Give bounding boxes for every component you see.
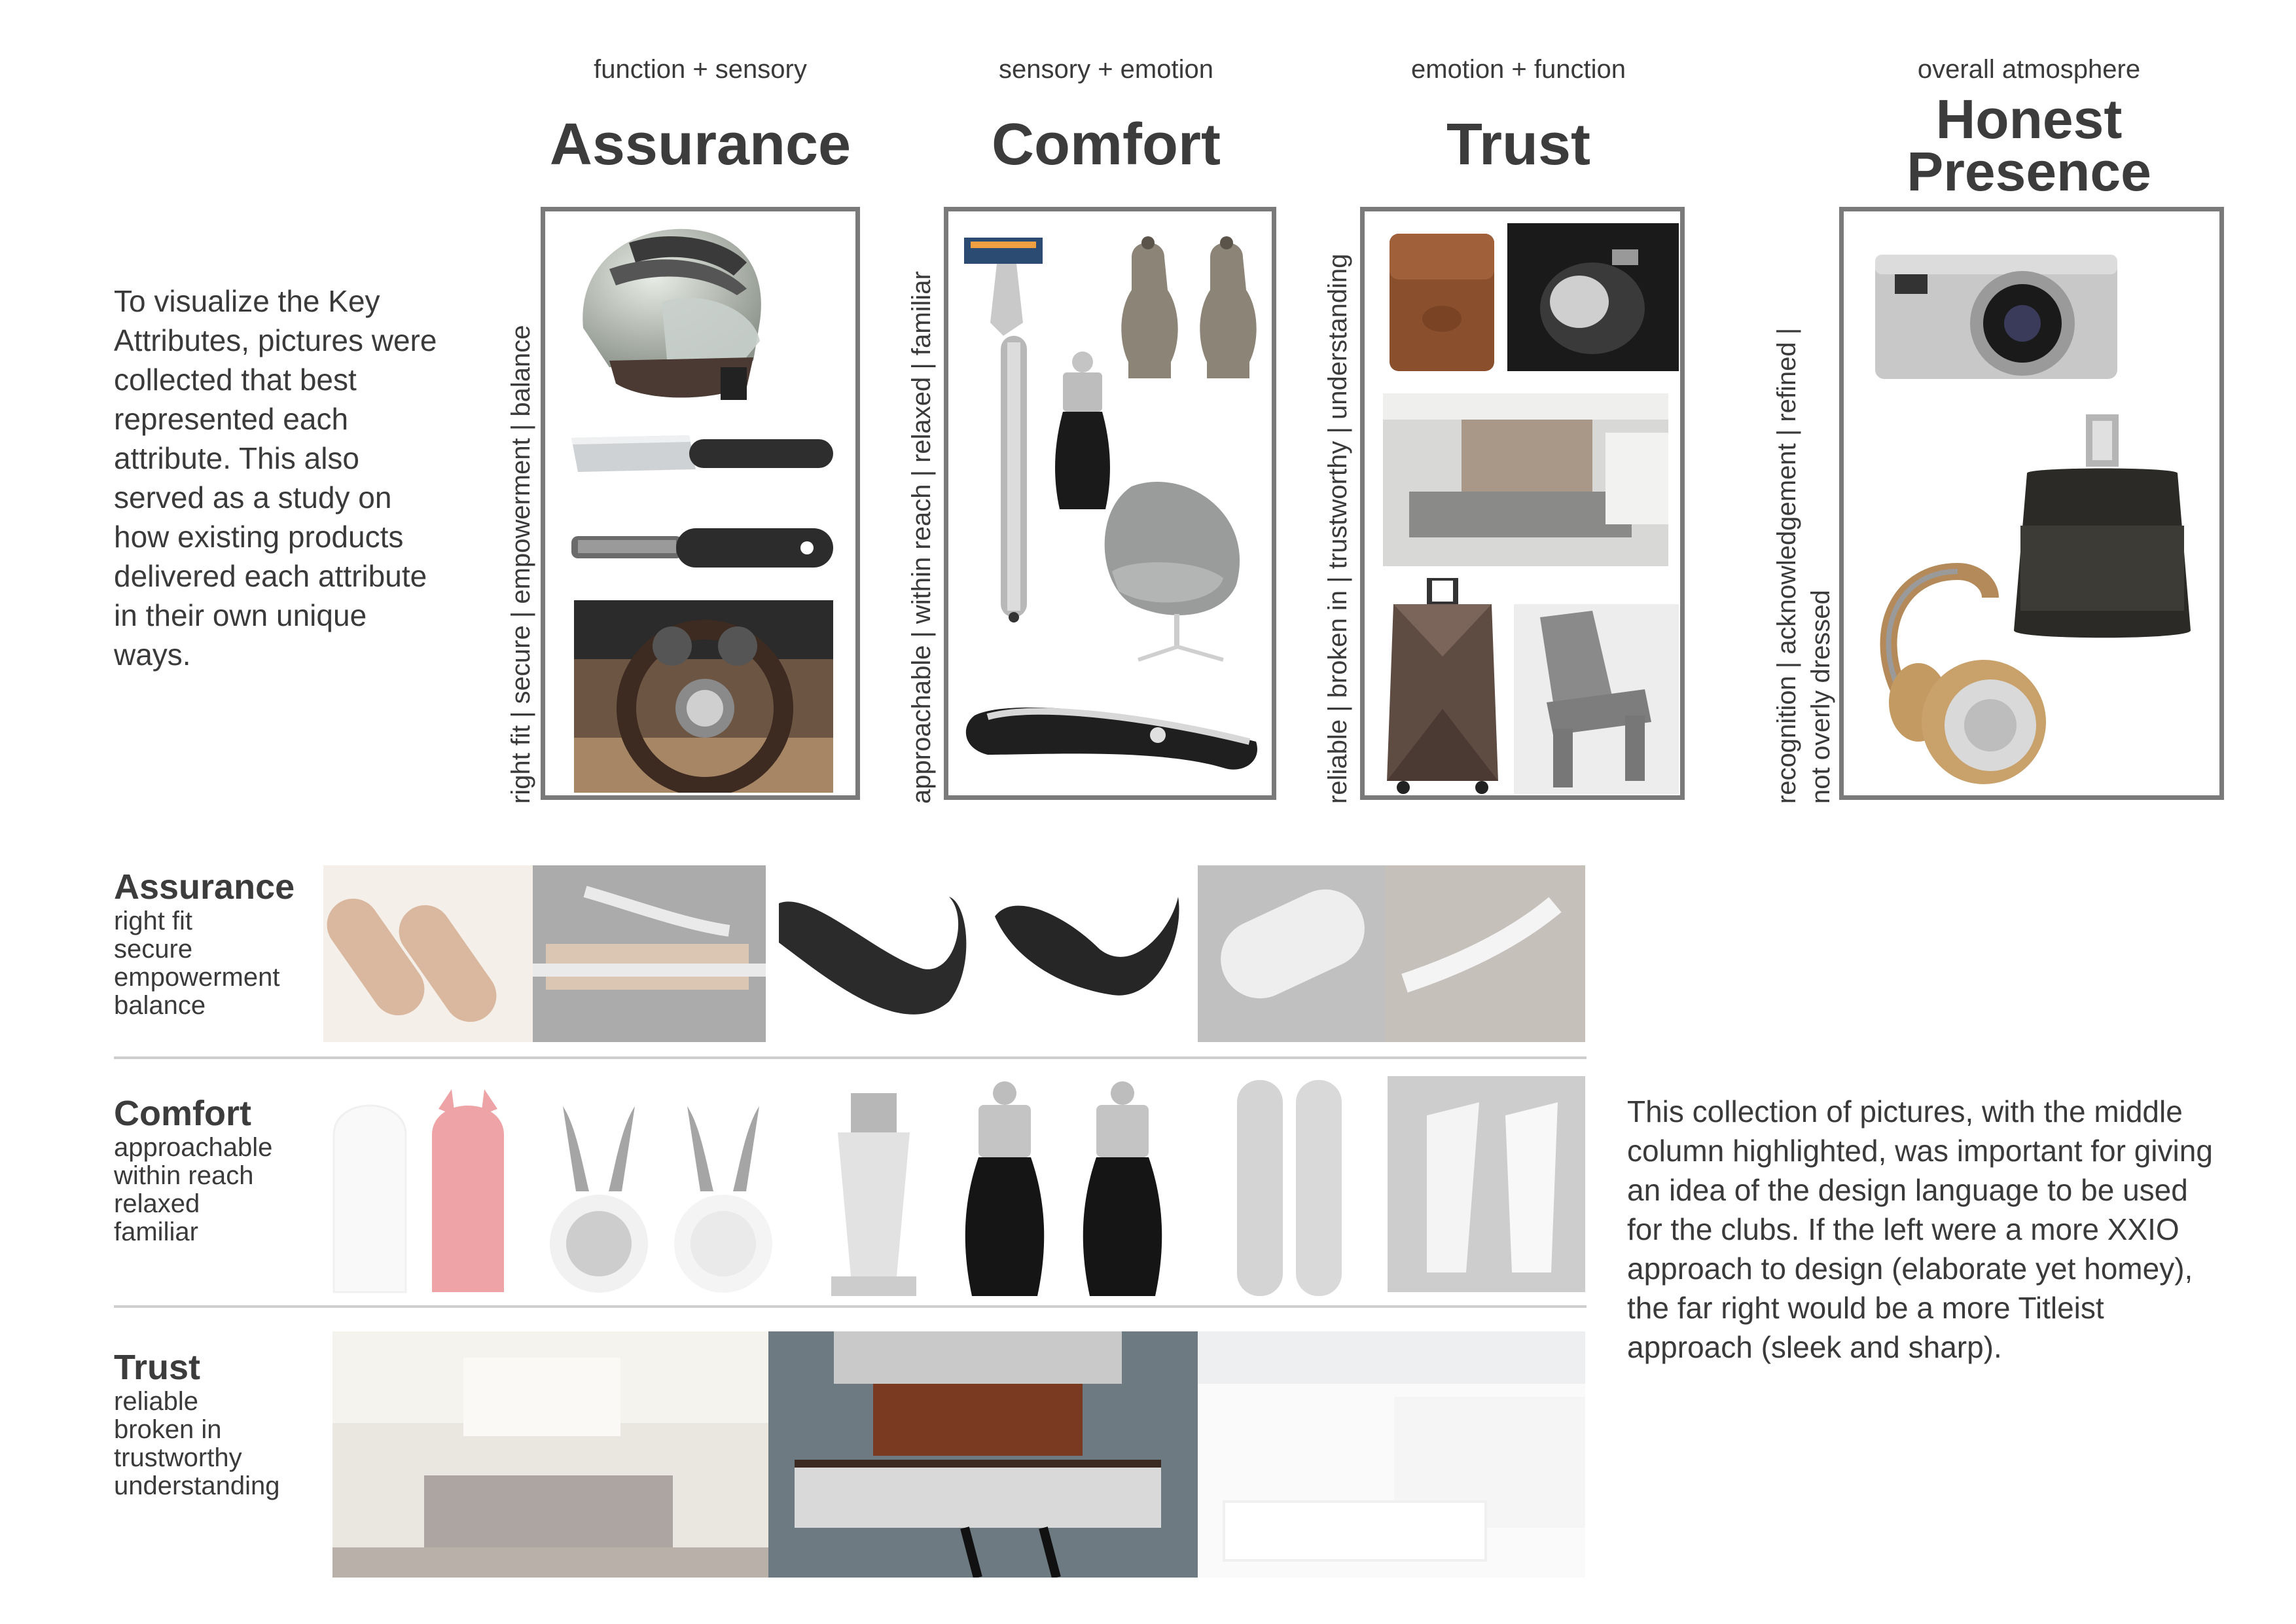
overall-frame (1839, 207, 2224, 800)
row-comfort-word-2: within reach (114, 1161, 254, 1190)
assurance-frame (541, 207, 860, 800)
peeler-image (571, 519, 840, 578)
black-ergo-grip-1-image (772, 877, 975, 1028)
white-kitchen-image (1198, 1331, 1585, 1578)
comfort-frame (944, 207, 1276, 800)
comfort-side-label: approachable | within reach | relaxed | familiar (907, 271, 936, 804)
row-trust-word-1: reliable (114, 1387, 198, 1416)
black-ergo-grip-2-image (988, 877, 1185, 1015)
wood-pepper-mills-image (1119, 231, 1269, 382)
row-trust-heading (114, 1347, 323, 1500)
trust-frame (1360, 207, 1685, 800)
comfort-title: Comfort (992, 112, 1221, 177)
bunny-mill-1-image (537, 1100, 661, 1296)
suitcase-image (1380, 578, 1505, 794)
grey-chair-image (1514, 604, 1679, 794)
overall-side-label-line1: recognition | acknowledgement | refined | (1772, 327, 1801, 804)
row-comfort-word-3: relaxed (114, 1189, 200, 1218)
modern-kitchen-image (768, 1331, 1198, 1578)
row-assurance-word-2: secure (114, 935, 193, 964)
trust-subtitle: emotion + function (1411, 55, 1626, 84)
row-comfort-word-1: approachable (114, 1133, 273, 1162)
row-trust-title: Trust (114, 1348, 201, 1387)
trust-title: Trust (1446, 112, 1591, 177)
leather-grips-image (323, 865, 533, 1042)
kitchen-image (1383, 393, 1668, 566)
trust-side-label: reliable | broken in | trustworthy | understanding (1323, 253, 1352, 804)
helmet-image (570, 217, 773, 413)
camera-detail-image (1507, 223, 1679, 371)
leather-case-image (1383, 221, 1501, 378)
headphones-image (1859, 558, 2049, 794)
intro-paragraph: To visualize the Key Attributes, pictures were collected that best represented each attribute. This also served as a study on how existing products delivered each attribute in their own unique ways. (114, 284, 437, 672)
assurance-title: Assurance (549, 112, 852, 177)
wooden-brake-lever-image (533, 865, 766, 1042)
steering-wheel-image (574, 600, 833, 793)
overall-side-label-line2: not overly dressed (1806, 590, 1835, 804)
comfort-subtitle: sensory + emotion (999, 55, 1213, 84)
remote-control-image (961, 676, 1269, 774)
row-trust-word-4: understanding (114, 1471, 280, 1500)
classic-kitchen-image (332, 1331, 768, 1578)
black-mill-1-image (956, 1080, 1054, 1300)
silver-camera-image (1869, 242, 2124, 391)
row-divider-1 (114, 1056, 1587, 1059)
overall-title-line2: Presence (1907, 141, 2151, 202)
row-assurance-title: Assurance (114, 867, 295, 907)
twisted-shakers-image (1388, 1076, 1585, 1292)
bike-handlebar-image (1385, 865, 1585, 1042)
row-assurance-word-1: right fit (114, 907, 193, 935)
row-assurance-heading (114, 867, 310, 1020)
row-comfort-title: Comfort (114, 1094, 251, 1133)
assurance-side-label: right fit | secure | empowerment | balance (507, 325, 535, 804)
character-shakers-image (321, 1089, 517, 1299)
knife-image (571, 429, 840, 478)
row-comfort-word-4: familiar (114, 1218, 198, 1246)
overall-subtitle: overall atmosphere (1917, 55, 2141, 84)
glass-mill-image (825, 1093, 923, 1300)
overall-title (1859, 88, 2199, 202)
chrome-grip-image (1198, 865, 1385, 1042)
assurance-subtitle: function + sensory (594, 55, 807, 84)
row-divider-2 (114, 1305, 1587, 1308)
row-assurance-word-3: empowerment (114, 963, 280, 992)
overall-title-line1: Honest (1935, 88, 2123, 150)
egg-chair-image (1092, 473, 1269, 670)
row-assurance-word-4: balance (114, 991, 206, 1020)
row-trust-word-3: trustworthy (114, 1443, 242, 1472)
outro-paragraph: This collection of pictures, with the middle column highlighted, was important for giving an idea of the design language to be used for the clubs. If the left were a more XXIO approach to design (elaborate yet homey), the far right would be a more Titleist approach (sleek and sharp). (1627, 1094, 2213, 1364)
bunny-mill-2-image (661, 1100, 785, 1296)
overall-side-label (1770, 328, 1838, 804)
row-trust-word-2: broken in (114, 1415, 222, 1444)
silver-mills-image (1230, 1074, 1348, 1300)
row-comfort-heading (114, 1093, 310, 1246)
black-mill-2-image (1073, 1080, 1172, 1300)
